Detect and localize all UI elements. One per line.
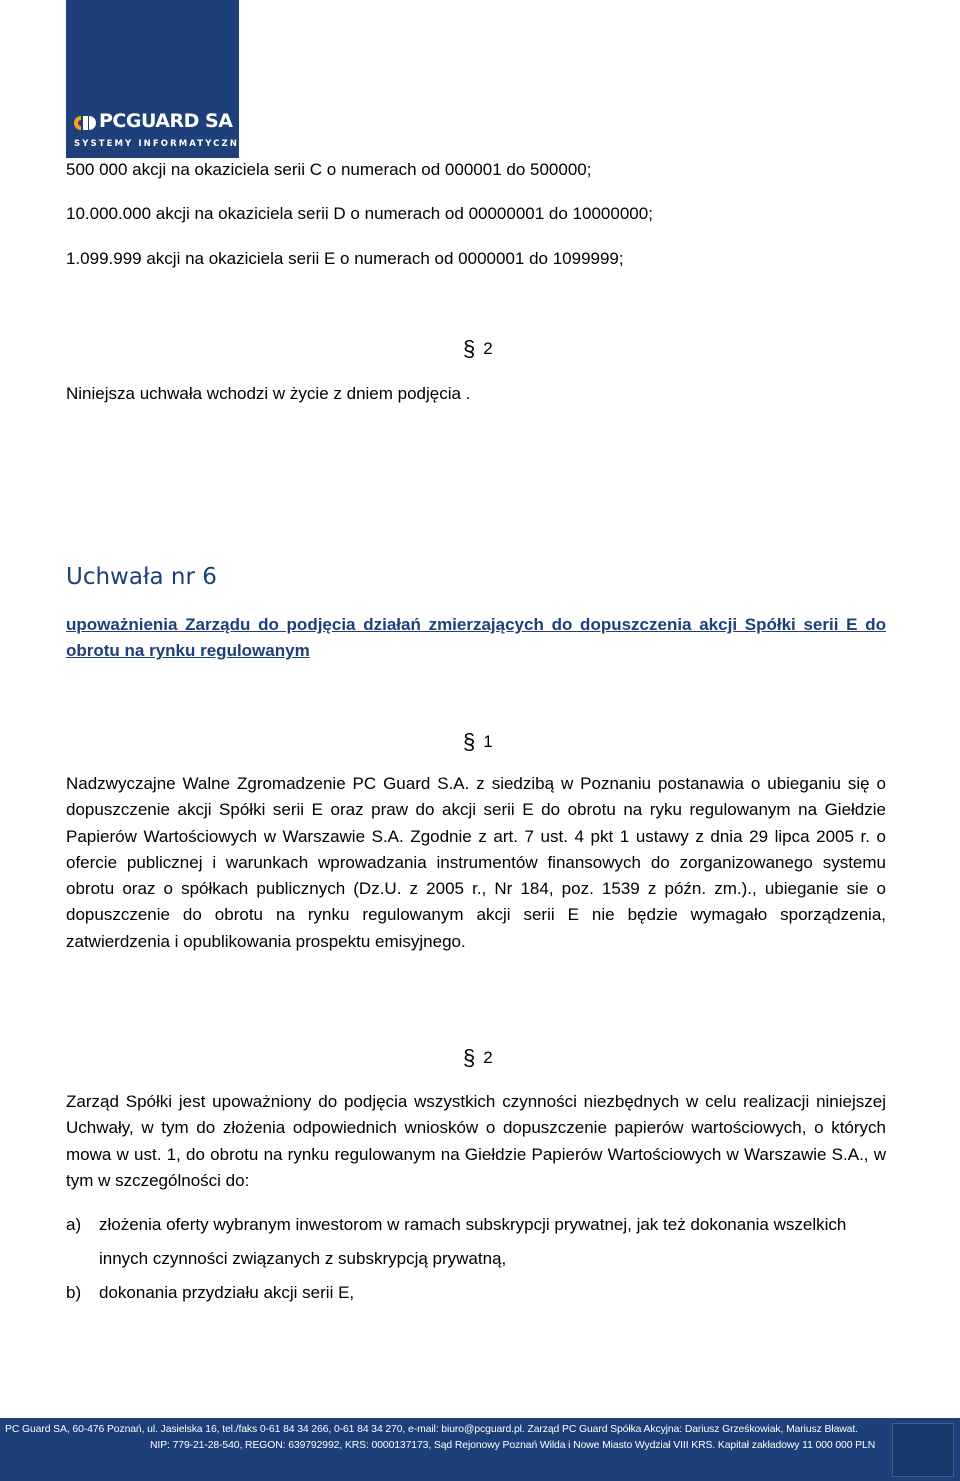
footer-decorative-square: [892, 1423, 954, 1477]
section-heading: [463, 1047, 493, 1069]
section-2-paragraph: Zarząd Spółki jest upoważniony do podjęcia wszystkich czynności niezbędnych w celu realizacji niniejszej Uchwały, w tym do złożenia odpowiednich wniosków o dopuszczenie papierów wartościowych, o których mowa w ust. 1, do obrotu na rynku regulowanym na Giełdzie Papierów Wartościowych w Warszawie S.A., w tym w szczególności do:: [66, 1092, 886, 1190]
share-series-d-line: 10.000.000 akcji na okaziciela serii D o numerach od 00000001 do 10000000;: [66, 204, 653, 223]
resolution-title: Uchwała nr 6: [66, 564, 217, 590]
share-series-c-line: 500 000 akcji na okaziciela serii C o numerach od 000001 do 500000;: [66, 160, 592, 179]
list-item-label: b): [66, 1283, 82, 1302]
section-symbol: §: [463, 729, 476, 754]
resolution-subtitle: upoważnienia Zarządu do podjęcia działań zmierzających do dopuszczenia akcji Spółki serii E do obrotu na rynku regulowanym: [66, 615, 886, 660]
footer-registration-info: NIP: 779-21-28-540, REGON: 639792992, KRS: 0000137173, Sąd Rejonowy Poznań Wilda i Nowe Miasto Wydział VIII KRS. Kapitał zakładowy 11 000 000 PLN: [150, 1440, 876, 1451]
effective-date-text: Niniejsza uchwała wchodzi w życie z dniem podjęcia .: [66, 384, 471, 403]
page-footer: [0, 1418, 960, 1481]
pc-guard-logo-mark-icon: [74, 116, 96, 130]
company-logo: [66, 0, 247, 158]
section-number: 2: [483, 339, 493, 358]
section-heading: [463, 731, 493, 753]
list-item-text: złożenia oferty wybranym inwestorom w ramach subskrypcji prywatnej, jak też dokonania wszelkich innych czynności związanych z subskrypcją prywatną,: [99, 1215, 847, 1268]
section-heading: [463, 338, 493, 360]
section-number: 1: [483, 732, 493, 751]
footer-company-info: PC Guard SA, 60-476 Poznań, ul. Jasielska 16, tel./faks 0-61 84 34 266, 0-61 84 34 270, e-mail: biuro@pcguard.pl. Zarząd PC Guard Spółka Akcyjna: Dariusz Grześkowiak, Mariusz Bławat.: [5, 1424, 858, 1435]
list-item: [66, 1208, 896, 1276]
logo-company-name: PCGUARD SA: [99, 110, 233, 132]
logo-tagline: SYSTEMY INFORMATYCZNE: [74, 139, 247, 149]
share-series-e-line: 1.099.999 akcji na okaziciela serii E o numerach od 0000001 do 1099999;: [66, 249, 624, 268]
list-item-label: a): [66, 1215, 82, 1234]
section-1-paragraph: Nadzwyczajne Walne Zgromadzenie PC Guard S.A. z siedzibą w Poznaniu postanawia o ubieganiu się o dopuszczenie akcji Spółki serii E oraz praw do akcji serii E do obrotu na ryku regulowanym na Giełdzie Papierów Wartościowych w Warszawie S.A. Zgodnie z art. 7 ust. 4 pkt 1 ustawy z dnia 29 lipca 2005 r. o ofercie publicznej i warunkach wprowadzania instrumentów finansowych do zorganizowanego systemu obrotu oraz o spółkach publicznych (Dz.U. z 2005 r., Nr 184, poz. 1539 z późn. zm.)., ubieganie sie o dopuszczenie do obrotu na rynku regulowanym akcji serii E nie będzie wymagało sporządzenia, zatwierdzenia i opublikowania prospektu emisyjnego.: [66, 774, 886, 951]
section-symbol: §: [463, 1045, 476, 1070]
list-item: [66, 1276, 896, 1310]
list-item-text: dokonania przydziału akcji serii E,: [99, 1283, 355, 1302]
section-symbol: §: [463, 336, 476, 361]
section-number: 2: [483, 1048, 493, 1067]
